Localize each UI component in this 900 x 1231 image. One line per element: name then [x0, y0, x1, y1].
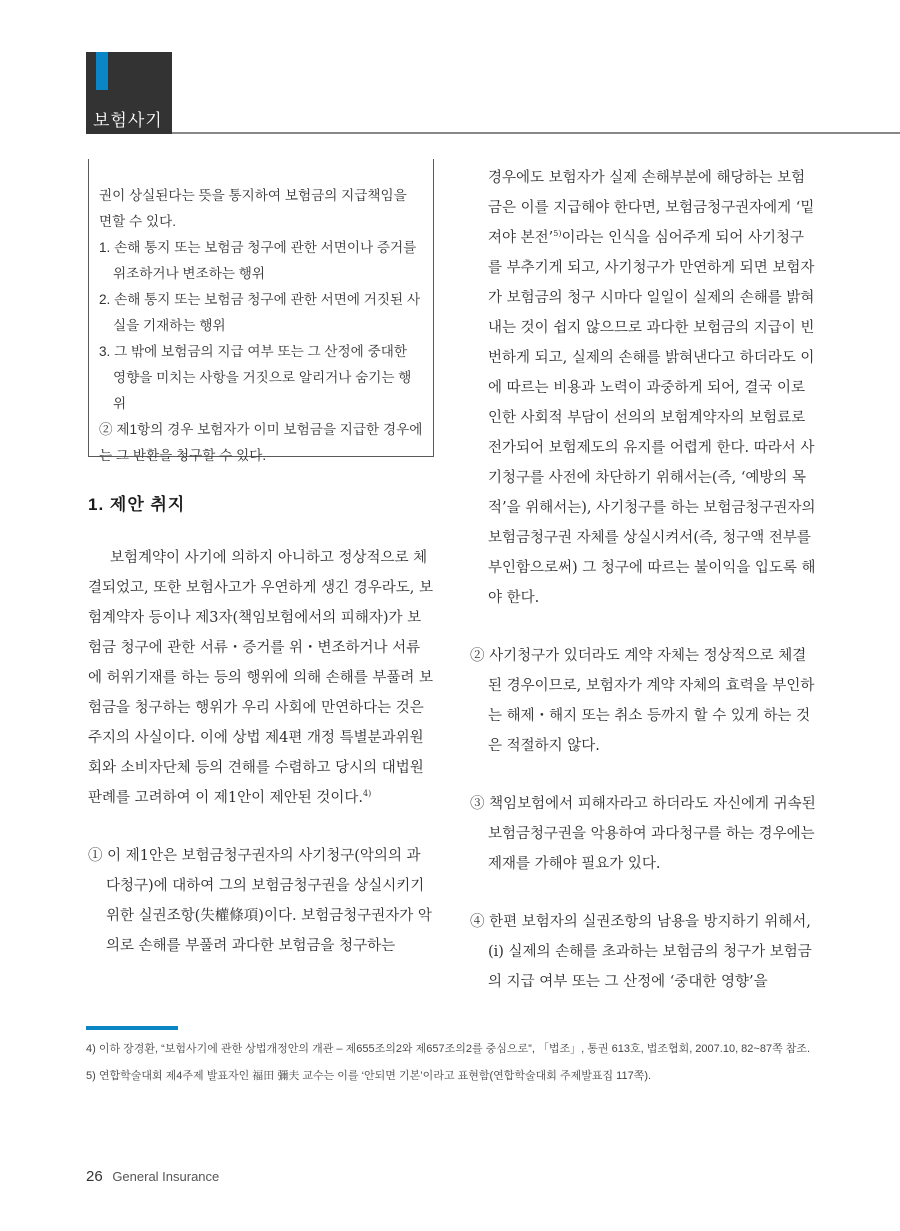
section-label: 보험사기 [93, 111, 163, 130]
page-footer [86, 1168, 219, 1185]
body-paragraph-text: 보험계약이 사기에 의하지 아니하고 정상적으로 체결되었고, 또한 보험사고가 우연하게 생긴 경우라도, 보험계약자 등이나 제3자(책임보험에서의 피해자)가 보험금 청구에 관한 서류・증거를 위・변조하거나 서류에 허위기재를 하는 등의 행위에 의해 손해를 부풀려 보험금을 청구하는 행위가 우리 사회에 만연하다는 것은 주지의 사실이다. 이에 상법 제4편 개정 특별분과위원회와 소비자단체 등의 견해를 수렴하고 당시의 대법원 판례를 고려하여 이 제1안이 제안된 것이다. [88, 550, 434, 806]
header-rule [172, 132, 900, 134]
publication-name: General Insurance [112, 1169, 220, 1184]
list-item-3: ③ 책임보험에서 피해자라고 하더라도 자신에게 귀속된 보험금청구권을 악용하여 과다청구를 하는 경우에는 제재를 가해야 필요가 있다. [470, 796, 816, 872]
list-item-4: ④ 한편 보험자의 실권조항의 남용을 방지하기 위해서, (ⅰ) 실제의 손해를 초과하는 보험금의 청구가 보험금의 지급 여부 또는 그 산정에 ‘중대한 영향’을 [470, 914, 812, 990]
section-heading: 1. 제안 취지 [88, 495, 186, 514]
statute-box [88, 159, 434, 463]
list-item-2: ② 사기청구가 있더라도 계약 자체는 정상적으로 체결된 경우이므로, 보험자가 계약 자체의 효력을 부인하는 해제・해지 또는 취소 등까지 할 수 있게 하는 것은 적절하지 않다. [470, 648, 815, 754]
statute-item-4: ② 제1항의 경우 보험자가 이미 보험금을 지급한 경우에는 그 반환을 청구할 수 있다. [99, 422, 423, 463]
body-paragraph [88, 543, 434, 813]
footnote-ref-5[interactable]: 5) [553, 229, 562, 239]
left-column [88, 543, 434, 961]
section-tag-accent [96, 52, 108, 90]
body-text-a: 경우에도 보험자가 실제 손해부분에 해당하는 보험금은 이를 지급해야 한다면, 보험금청구권자에게 ‘밑져야 본전’ [488, 170, 815, 246]
statute-item-1: 1. 손해 통지 또는 보험금 청구에 관한 서면이나 증거를 위조하거나 변조하는 행위 [99, 240, 417, 281]
statute-item-3: 3. 그 밖에 보험금의 지급 여부 또는 그 산정에 중대한 영향을 미치는 사항을 거짓으로 알리거나 숨기는 행위 [99, 344, 412, 411]
page-number: 26 [86, 1168, 103, 1185]
body-text-b: 이라는 인식을 심어주게 되어 사기청구를 부추기게 되고, 사기청구가 만연하게 되면 보험자가 보험금의 청구 시마다 일일이 실제의 손해를 밝혀내는 것이 쉽지 않으므로 과다한 보험금의 지급이 빈번하게 되고, 실제의 손해를 밝혀낸다고 하더라도 이에 따르는 비용과 노력이 과중하게 되어, 결국 이로 인한 사회적 부담이 선의의 보험계약자의 보험료로 전가되어 보험제도의 유지를 어렵게 한다. 따라서 사기청구를 사전에 차단하기 위해서는(즉, ‘예방의 목적’을 위해서는), 사기청구를 하는 보험금청구권자의 보험금청구권 자체를 상실시켜서(즉, 청구액 전부를 부인함으로써) 그 청구에 따르는 불이익을 입도록 해야 한다. [488, 230, 816, 606]
footnote-4: 4) 이하 장경환, “보험사기에 관한 상법개정안의 개관 – 제655조의2와 제657조의2를 중심으로”, 「법조」, 통권 613호, 법조협회, 2007.10, 82~87쪽 참조. [86, 1043, 811, 1055]
footnote-ref-4[interactable]: 4) [363, 789, 372, 799]
footnote-rule [86, 1026, 178, 1030]
footnotes [86, 1040, 816, 1094]
footnote-5: 5) 연합학술대회 제4주제 발표자인 福田 彌夫 교수는 이를 ‘안되면 기본’이라고 표현함(연합학술대회 주제발표집 117쪽). [86, 1070, 652, 1082]
right-column [470, 163, 816, 997]
list-item-1: ① 이 제1안은 보험금청구권자의 사기청구(악의의 과다청구)에 대하여 그의 보험금청구권을 상실시키기 위한 실권조항(失權條項)이다. 보험금청구권자가 악의로 손해를 부풀려 과다한 보험금을 청구하는 [88, 848, 432, 954]
body-paragraph-continued [470, 163, 816, 613]
statute-item-2: 2. 손해 통지 또는 보험금 청구에 관한 서면에 거짓된 사실을 기재하는 행위 [99, 292, 421, 333]
statute-line: 권이 상실된다는 뜻을 통지하여 보험금의 지급책임을 면할 수 있다. [99, 188, 407, 229]
